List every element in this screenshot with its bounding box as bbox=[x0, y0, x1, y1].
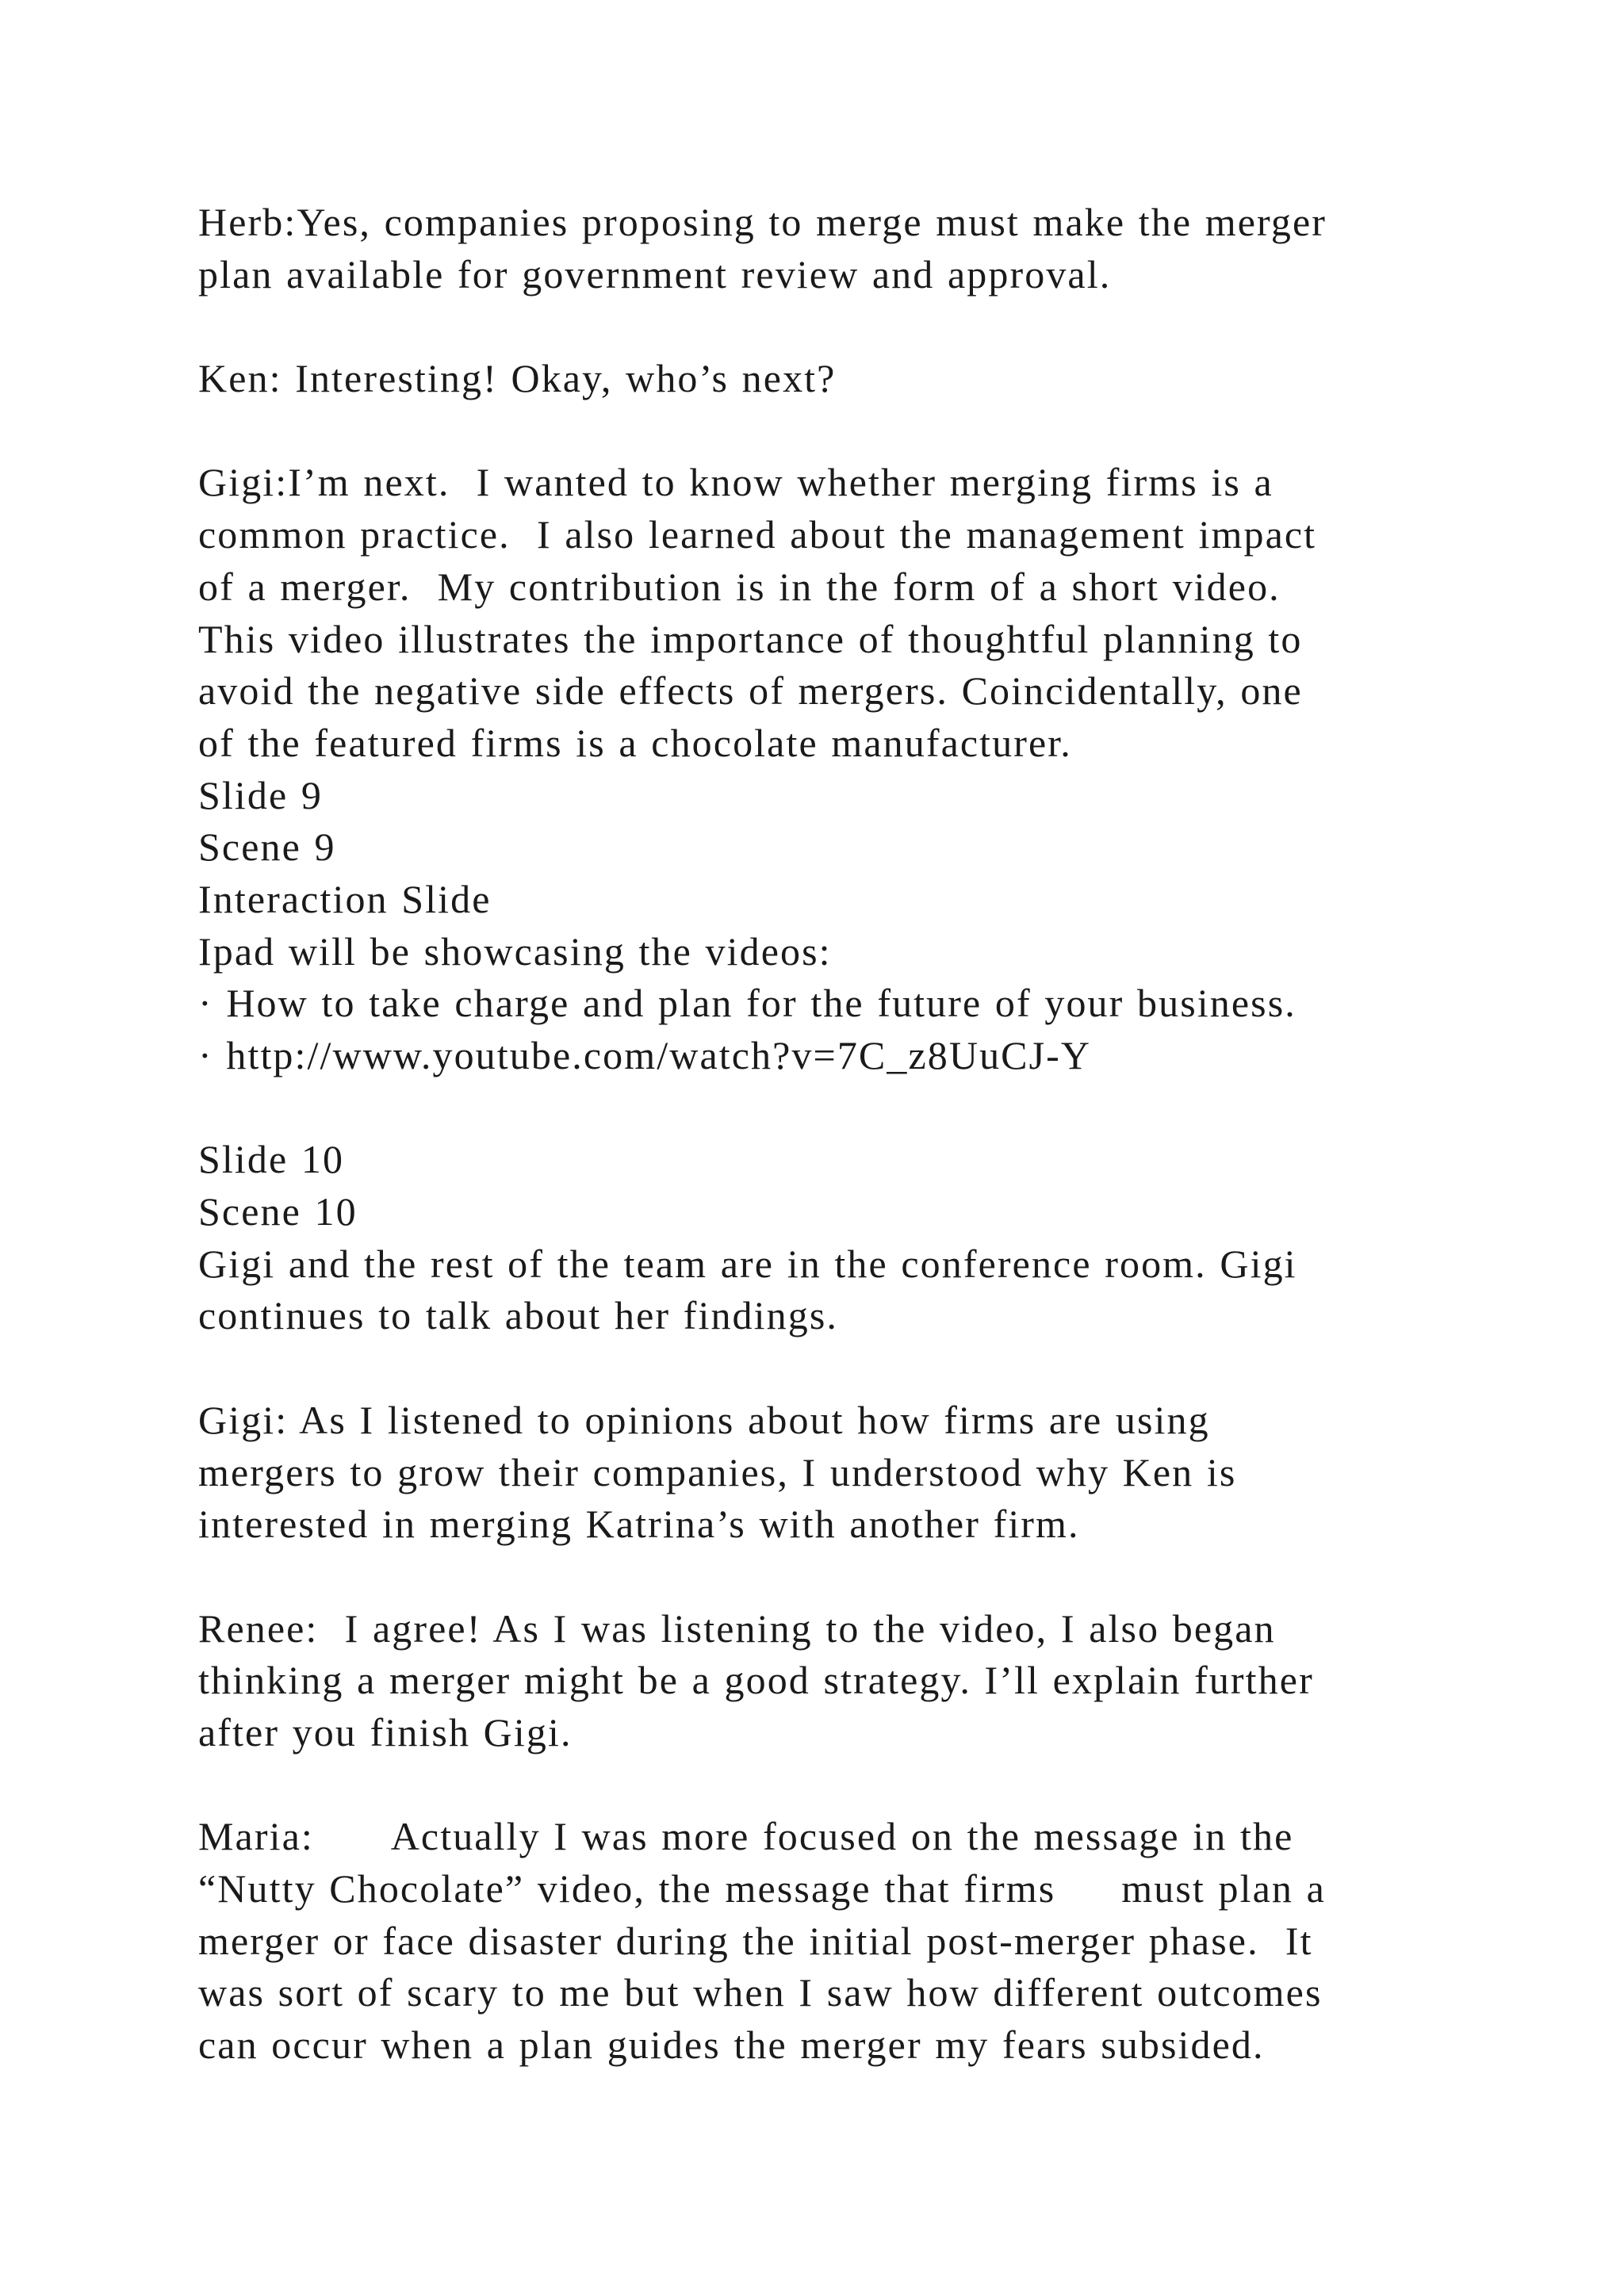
text-line: Renee: I agree! As I was listening to the video, I also began bbox=[198, 1605, 1276, 1651]
scene-heading: Scene 10 bbox=[198, 1189, 358, 1234]
text-line: Interaction Slide bbox=[198, 876, 492, 921]
bullet-item: · How to take charge and plan for the future of your business. bbox=[198, 981, 1297, 1026]
bullet-link[interactable]: · http://www.youtube.com/watch?v=7C_z8UuCJ-Y bbox=[198, 1033, 1092, 1077]
text-line: merger or face disaster during the initial post-merger phase. It bbox=[198, 1918, 1313, 1963]
text-line: thinking a merger might be a good strategy. I’ll explain further bbox=[198, 1658, 1314, 1703]
blank-line bbox=[198, 1342, 1499, 1395]
text-line: Gigi:I’m next. I wanted to know whether merging firms is a bbox=[198, 460, 1274, 505]
slide-heading: Slide 9 bbox=[198, 772, 323, 817]
text-line: Gigi: As I listened to opinions about how firms are using bbox=[198, 1397, 1210, 1442]
scene-heading: Scene 9 bbox=[198, 825, 336, 870]
blank-line bbox=[198, 405, 1499, 457]
text-line: mergers to grow their companies, I understood why Ken is bbox=[198, 1449, 1237, 1494]
text-line: “Nutty Chocolate” video, the message that firms must plan a bbox=[198, 1866, 1326, 1911]
document-body bbox=[198, 197, 1499, 2072]
slide-heading: Slide 10 bbox=[198, 1137, 345, 1182]
text-line: This video illustrates the importance of thoughtful planning to bbox=[198, 616, 1303, 661]
text-line: Herb:Yes, companies proposing to merge must make the merger bbox=[198, 200, 1327, 244]
blank-line bbox=[198, 1082, 1499, 1135]
text-line: plan available for government review and approval. bbox=[198, 251, 1112, 297]
text-line: Ipad will be showcasing the videos: bbox=[198, 928, 832, 974]
blank-line bbox=[198, 1759, 1499, 1812]
text-line: after you finish Gigi. bbox=[198, 1709, 573, 1755]
text-line: Maria: Actually I was more focused on the message in the bbox=[198, 1814, 1294, 1859]
text-line: continues to talk about her findings. bbox=[198, 1293, 839, 1338]
text-line: can occur when a plan guides the merger my fears subsided. bbox=[198, 2022, 1265, 2068]
text-line: was sort of scary to me but when I saw how different outcomes bbox=[198, 1970, 1323, 2015]
text-line: common practice. I also learned about the management impact bbox=[198, 512, 1317, 557]
text-line: of the featured firms is a chocolate manufacturer. bbox=[198, 720, 1072, 765]
text-line: interested in merging Katrina’s with another firm. bbox=[198, 1502, 1080, 1547]
text-line: Gigi and the rest of the team are in the conference room. Gigi bbox=[198, 1241, 1297, 1286]
text-line: avoid the negative side effects of mergers. Coincidentally, one bbox=[198, 668, 1303, 714]
blank-line bbox=[198, 300, 1499, 353]
text-line: Ken: Interesting! Okay, who’s next? bbox=[198, 356, 837, 401]
text-line: of a merger. My contribution is in the form of a short video. bbox=[198, 564, 1281, 609]
blank-line bbox=[198, 1551, 1499, 1603]
